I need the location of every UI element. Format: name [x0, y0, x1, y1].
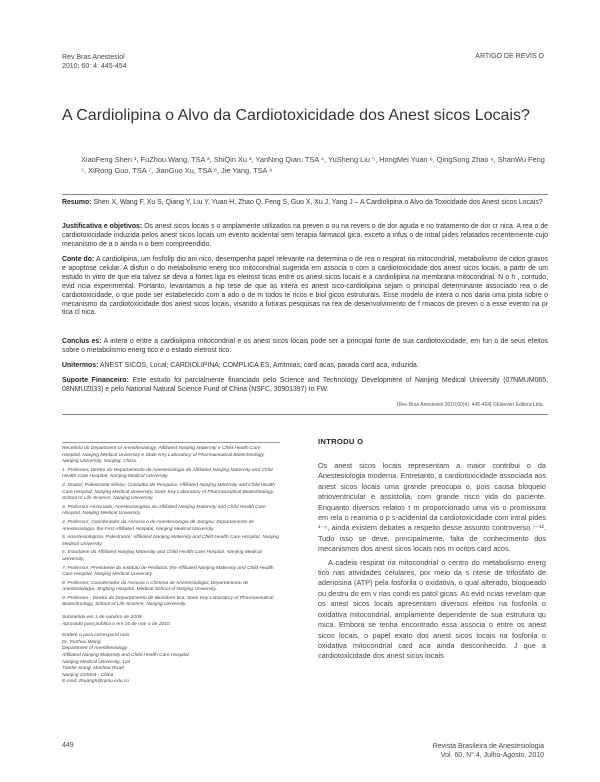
author-list: XiaoFeng Shen ¹, FuZhou Wang, TSA ², ShiQin Xu ³, YanNing Qian, TSA ⁴, YuSheng Liu ⁵, HongMei Yuan ⁶, QingSong Zhao ⁶, ShanWu Feng ⁵, XiRong Guo, TSA ⁷, JianGuo Xu, TSA ⁸, Jie Yang, TSA ⁹ [81, 155, 545, 175]
divider [62, 194, 548, 195]
suporte-text: Este estudo foi parcialmente financiado pelo Science and Technology Development of Nanjing Medical University (07NMUM065, 08NMUZ033) e pelo National Natural Science Fund of China (NSFC, 30901397) to FW. [62, 377, 548, 393]
conteudo-label: Conte do: [62, 256, 95, 263]
address-line: Tianfei Xiang, Mochou Road [62, 666, 124, 672]
abstract-conclusoes [62, 338, 548, 356]
conclusoes-label: Conclus es: [62, 338, 102, 345]
address-line: Dr. FuZhou Wang [62, 639, 101, 645]
address-line: Nanjing 210004 - China [62, 672, 114, 678]
affiliation-item: 8. Professor; Coordenador da Associa o Chinesa de Anestesiologia; Departamento de Anestesiologia, Jinghing Hospital, Medical School of Nanjing University. [62, 580, 249, 593]
resumo-text: Shen X, Wang F, Xu S, Qiang Y, Liu Y, Yuan H, Zhao Q, Feng S, Guo X, Xu J, Yang J – A Cardiolipina o Alvo da Toxicidade dos Anest sicos Locais? [93, 199, 543, 206]
received-note: Recebido do Department of Anesthesiology, Affiliated Nanjing Maternity e Child Health Care Hospital, Nanjing Medical University e State Key Laboratory of Pharmaceutical Biotechnology, Nanjing University, Nanjing, China. [62, 446, 265, 465]
article-title: A Cardiolipina o Alvo da Cardiotoxicidade dos Anest sicos Locais? [62, 107, 530, 124]
address-line: Department of Anesthesiology [62, 646, 128, 652]
abstract-resumo [62, 199, 548, 208]
affiliations [62, 446, 280, 686]
page-number: 449 [62, 742, 74, 749]
conteudo-text: A cardiolipina, um fosfolip dio ani nico, desempenha papel relevante na determina o de rea o respirat ria mitocondrial, metabolismo de cidos graxos e apoptose celular. A disfun o do metabolismo energ tico mitocondrial sugerida em associa o com a cardiotoxicidade dos anest sicos locais, a partir de um estudo in vitro de que ela talvez se deva a fortes liga es eletrost ticas entre os anest sicos locais e a cardiolipina na membrana mitocondrial. N o h , contudo, evid ncia experimental. Portanto, levantamos a hip tese de que as intera es anest sico-cardiolipina sejam o principal determinante associado rea o de cardiotoxicidade, o que pode ser estabelecido com a ado o de m todos te ricos e biol gicos estruturais. Esse modelo de intera o nos daria uma pista sobre o mecanismo da cardiotoxicidade dos anest sicos locais, visando a futuras pesquisas na rea de desenvolvimento de f rmacos de preven o a esse evento na pr tica cl nica. [62, 256, 548, 317]
unitermos-label: Unitermos: [62, 362, 99, 369]
abstract-suporte [62, 377, 548, 395]
address-line: Nanjing Medical University, 123 [62, 659, 131, 665]
journal-footer [433, 742, 544, 760]
address-line: Endere o para correspond ncia: [62, 633, 131, 639]
introduction-body [318, 461, 546, 665]
justificativa-label: Justificativa e objetivos: [62, 223, 143, 230]
affiliation-item: 7. Professor; Presidente do Instituto de Pediatria; the Affiliated Nanjing Maternity and Child Health Care Hospital, Nanjing Medical University. [62, 565, 274, 578]
approved-date: Aprovado para publica o em 16 de mar o de 2010. [62, 621, 172, 627]
unitermos-text: ANEST SICOS, Local; CARDIOLIPINA; COMPLICA ES, Arritmias; card acas, parada card aca, induzida. [99, 362, 419, 369]
running-header [62, 53, 127, 71]
affiliation-item: 1. Professor, Diretor do Departamento de Anestesiologia do Affiliated Nanjing Maternity and Child Health Care Hospital, Nanjing Medical University. [62, 467, 273, 480]
affiliation-item: 2. Doutor; Palestrante Sênior, Consultor de Pesquisa; Affiliated Nanjing Maternity and Child Health Care Hospital, Nanjing Medical University; State Key Laboratory of Pharmaceutical Biotechnology, School of Life Science, Nanjing University. [62, 482, 275, 502]
justificativa-text: Os anest sicos locais s o amplamente utilizados na preven o ou na revers o de dor aguda e no tratamento de dor cr nica. A rea o de cardiotoxicidade induzida pelos anest sicos locais um evento acidental sem terapia farmacol gica, exceto a infus o de intral pides relatados recentemente cujo mecanismo de a o ainda n o bem compreendido. [62, 223, 548, 248]
submitted-date: Submetido em 1 de outubro de 2009. [62, 615, 143, 621]
divider [62, 414, 548, 415]
affiliation-item: 4. Professor; Coordenador da Associa o de Anestesiologia de Jiangsu; Departamento de Anestesiologia, the First Affiliated Hospital, Nanjing Medical University. [62, 519, 255, 532]
conclusoes-text: A intera o entre a cardiolipina mitocondrial e os anest sicos locais pode ser a principal fonte de sua cardiotoxicidade, em fun o de seus efeitos sobre o metabolismo energ tico e o estado eletrost tico. [62, 338, 548, 354]
resumo-label: Resumo: [62, 199, 92, 206]
affiliation-item: 5. Anestesiologista, Palestrante; Affiliated Nanjing Maternity and Child Health Care Hospital, Nanjing Medical University. [62, 535, 279, 547]
address-line: Affiliated Nanjing Maternity and Child Health Care Hospital [62, 653, 189, 659]
journal-full-name: Revista Brasileira de Anestesiologia [432, 743, 544, 750]
footnote-rule [62, 442, 280, 443]
journal-citation: 2010; 60: 4: 445-454 [62, 63, 127, 70]
paragraph: Os anest sicos locais representam a maior contribui o da Anestesiologia moderna. Entretanto, a cardiotoxicidade associada aos anest sicos locais uma grande preocupa o, pois causa bloqueio atrioventricular e assistolia, com grande risco vida do paciente. Enquanto diversos relatos t m proporcionado uma vis o promissora em rela o reanima o p s-acidental da cardiotoxicidade com intral pides ¹⁻⁶, ainda existem debates a respeito desse assunto controverso ⁷⁻¹². Tudo isso se deve, principalmente, falta de conhecimento dos mecanismos dos anest sicos locais nos m ocitos card acos. [318, 461, 546, 554]
abstract-unitermos [62, 362, 548, 371]
affiliation-item: 3. Professor Associado; Anestesiologista do Affiliated Nanjing Maternity and Child Health Care Hospital, Nanjing Medical University. [62, 504, 266, 517]
section-label: ARTIGO DE REVIS O [475, 53, 544, 60]
volume-info: Vol. 60, N° 4, Julho-Agosto, 2010 [440, 752, 544, 759]
journal-name: Rev Bras Anestesiol [62, 54, 125, 61]
abstract-conteudo [62, 256, 548, 318]
email-line: E-mail: zhuang5@njmu.edu.cn [62, 679, 129, 685]
affiliation-item: 9. Professor - Diretor do Departamento de Bioinform tica; State Key Laboratory of Pharmaceutical Biotechnology, School of Life Science, Nanjing University. [62, 595, 274, 608]
suporte-label: Suporte Financeiro: [62, 377, 129, 384]
affiliation-item: 6. Estudante do Affiliated Nanjing Maternity and Child Health Care Hospital, Nanjing Medical University. [62, 550, 262, 562]
paragraph: A cadeia respirat ria mitocondrial o centro do metabolismo energ tico nas atividades celulares, por meio da s ntese de trifosfato de adenosina (ATP) pela fosforila o oxidativa, o qual alterado, bloqueado ou destru do em v rias condi es patol gicas. As evid ncias revelam que os anest sicos locais apresentam diversos efeitos na fosforila o oxidativa mitocondrial, amplamente dependente de sua estrutura qu mica. Embora se tenha encontrado essa associa o entre os anest sicos locais, o papel exato dos anest sicos locais na fosforila o oxidativa mitocondrial card aca ainda desconhecido. J que a cardiotoxicidade dos anest sicos locais [318, 557, 546, 661]
citation-line: [Rev Bras Anestesiol 2010;60(4): 445-454] ©Elsevier Editora Ltda. [397, 402, 544, 408]
abstract-justificativa [62, 223, 548, 250]
section-heading: INTRODU O [318, 437, 364, 446]
